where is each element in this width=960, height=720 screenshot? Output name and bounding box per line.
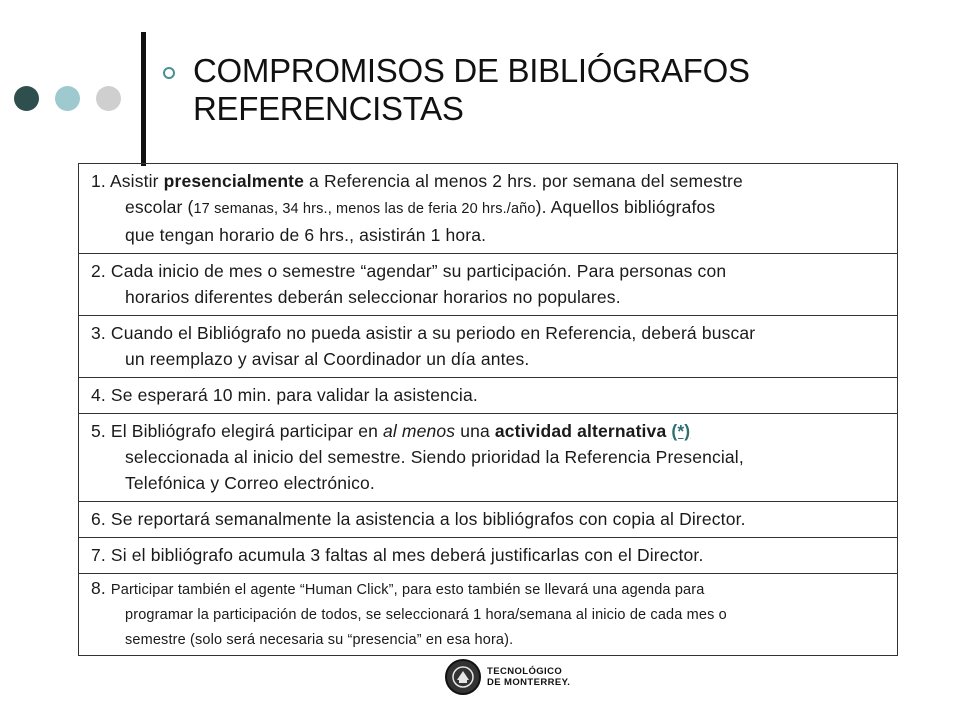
dot-teal xyxy=(55,86,80,111)
dot-gray xyxy=(96,86,121,111)
logo-wordmark: TECNOLÓGICO DE MONTERREY. xyxy=(487,666,571,688)
commitment-7: 7. Si el bibliógrafo acumula 3 faltas al mes deberá justificarlas con el Director. xyxy=(78,537,898,573)
footnote-link[interactable]: (*) xyxy=(671,421,691,441)
title-line-1: COMPROMISOS DE BIBLIÓGRAFOS xyxy=(193,52,750,89)
dot-dark xyxy=(14,86,39,111)
commitment-1: 1. Asistir presencialmente a Referencia al menos 2 hrs. por semana del semestre escolar (17 semanas, 34 hrs., menos las de feria 20 hrs./año). Aquellos bibliógrafos que tengan horario de 6 hrs., asistirán 1 hora. xyxy=(78,163,898,253)
ring-bullet-icon xyxy=(163,67,175,79)
decorative-dots xyxy=(14,86,124,114)
commitment-5: 5. El Bibliógrafo elegirá participar en al menos una actividad alternativa (*) seleccionada al inicio del semestre. Siendo prioridad la Referencia Presencial, Telefónica y Correo electrónico. xyxy=(78,413,898,501)
commitment-2: 2. Cada inicio de mes o semestre “agendar” su participación. Para personas con horarios diferentes deberán seleccionar horarios no populares. xyxy=(78,253,898,315)
emphasis-actividad-alternativa: actividad alternativa xyxy=(494,421,667,441)
commitment-6: 6. Se reportará semanalmente la asistencia a los bibliógrafos con copia al Director. xyxy=(78,501,898,537)
page-title xyxy=(193,52,913,128)
commitment-4: 4. Se esperará 10 min. para validar la asistencia. xyxy=(78,377,898,413)
commitment-8: 8. Participar también el agente “Human Click”, para esto también se llevará una agenda para programar la participación de todos, se seleccionará 1 hora/semana al inicio de cada mes o semestre (solo será necesaria su “presencia” en esa hora). xyxy=(78,573,898,656)
title-line-2: REFERENCISTAS xyxy=(193,90,464,127)
hours-note: 17 semanas, 34 hrs., menos las de feria 20 hrs./año xyxy=(193,201,536,217)
vertical-rule xyxy=(141,32,146,166)
tec-monterrey-logo xyxy=(445,656,595,698)
emphasis-presencialmente: presencialmente xyxy=(163,171,305,191)
emphasis-al-menos: al menos xyxy=(383,421,456,441)
seal-icon xyxy=(445,659,481,695)
commitments-list xyxy=(78,163,898,656)
commitment-3: 3. Cuando el Bibliógrafo no pueda asistir a su periodo en Referencia, deberá buscar un reemplazo y avisar al Coordinador un día antes. xyxy=(78,315,898,377)
